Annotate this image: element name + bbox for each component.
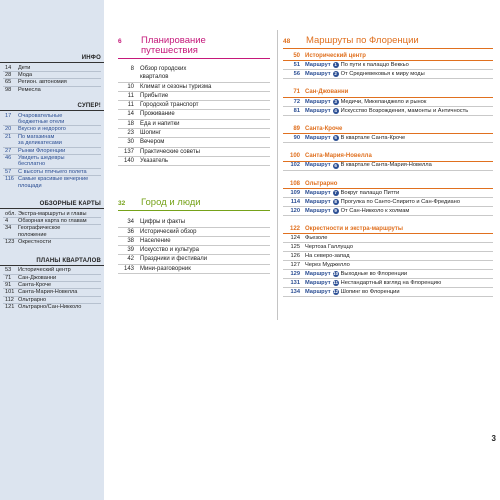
- sidebar-item-page: 14: [5, 64, 12, 71]
- city-item-page: 36: [127, 228, 134, 235]
- planning-item: [118, 120, 270, 129]
- sidebar-item: [0, 169, 104, 175]
- route-item-label: По пути к палаццо Веккьо: [340, 62, 409, 69]
- route-number-badge: 2: [334, 71, 337, 77]
- city-item-label: Искусство и культура: [140, 247, 199, 254]
- route-number-badge: 5: [334, 135, 337, 141]
- route-item-label: В квартале Санта-Кроче: [340, 135, 406, 142]
- city-item-page: 38: [127, 237, 134, 244]
- route-item-label: Выходные во Флоренции: [340, 271, 408, 278]
- route-item: [283, 134, 493, 143]
- sidebar-item: [0, 79, 104, 85]
- sidebar-item-page: 21: [5, 133, 12, 140]
- city-item-label: Праздники и фестивали: [140, 256, 208, 263]
- route-label: Маршрут: [305, 271, 331, 278]
- city-item-page: 39: [127, 247, 134, 254]
- route-item-page: 131: [290, 280, 300, 287]
- planning-item-label: Шопинг: [140, 130, 161, 137]
- route-group: [283, 52, 493, 79]
- route-number-badge: 1: [334, 62, 337, 68]
- sidebar-item-page: 65: [5, 79, 12, 86]
- route-group-title: Окрестности и экстра-маршруты: [305, 225, 403, 232]
- route-group-head: [283, 52, 493, 61]
- planning-item: [118, 138, 270, 147]
- sidebar-item: [0, 211, 104, 217]
- planning-item-page: 18: [127, 120, 134, 127]
- city-item-page: 143: [123, 265, 134, 272]
- route-number-badge: 6: [334, 162, 337, 168]
- route-item: [283, 107, 493, 116]
- city-item: [118, 228, 270, 237]
- route-label: Маршрут: [305, 162, 331, 169]
- planning-item-page: 23: [127, 130, 134, 137]
- column-divider: [277, 30, 278, 320]
- sidebar-item-label: Окрестности: [18, 239, 52, 246]
- sidebar-item: [0, 218, 104, 224]
- route-item-label: От Сан-Никколо к холмам: [340, 207, 410, 214]
- route-item: [283, 198, 493, 207]
- route-number-badge: 9: [334, 207, 337, 213]
- extra-item-label: Через Муджелло: [305, 262, 350, 269]
- planning-item: [118, 83, 270, 92]
- sidebar-item: [0, 148, 104, 154]
- route-item-label: Шопинг во Флоренции: [340, 289, 400, 296]
- sidebar-item-label: Увидеть шедевры: [18, 155, 65, 162]
- sidebar-content: [0, 55, 104, 311]
- sidebar-item-label: Очаровательные: [18, 112, 63, 119]
- sidebar-item-page: 116: [5, 176, 14, 183]
- sidebar-item-page: [0, 183, 18, 189]
- sidebar-item-page: 4: [5, 218, 9, 224]
- extra-item-label: Чертоза Галлуццо: [305, 244, 354, 251]
- route-number-badge: 11: [333, 280, 338, 286]
- route-item-page: 114: [290, 198, 300, 205]
- route-group-page: 108: [289, 180, 300, 187]
- route-group-page: 100: [289, 153, 300, 160]
- sidebar-item-label: бюджетные отели: [18, 119, 65, 126]
- sidebar-item-page: 46: [5, 155, 12, 162]
- sidebar-item: [0, 275, 104, 281]
- planning-item-page: 137: [123, 148, 134, 155]
- planning-item: [118, 73, 270, 82]
- planning-item: [118, 92, 270, 101]
- planning-item: [118, 65, 270, 73]
- planning-item-page: 30: [127, 139, 134, 146]
- route-group: [283, 125, 493, 143]
- planning-item-page: 140: [123, 157, 134, 164]
- sidebar-item-label: Ремесла: [18, 86, 41, 93]
- planning-title: Планирование путешествия: [141, 35, 206, 56]
- route-item-label: Прогулка по Санто-Спирито и Сан-Фредиано: [340, 198, 460, 205]
- sidebar-item: [0, 65, 104, 71]
- sidebar-item-label: Сан-Джованни: [18, 274, 57, 281]
- route-label: Маршрут: [305, 189, 331, 196]
- route-group: [283, 152, 493, 170]
- planning-item: [118, 110, 270, 119]
- route-item-label: Вокруг палаццо Питти: [340, 189, 400, 196]
- sidebar-item-label: площади: [18, 182, 42, 189]
- sidebar-item-label: С высоты птичьего полета: [18, 168, 87, 175]
- sidebar-item: [0, 183, 104, 189]
- route-item-page: 81: [293, 107, 300, 114]
- sidebar-item-label: Регион. автономия: [18, 79, 67, 86]
- sidebar-item: [0, 232, 104, 238]
- route-group-head: [283, 225, 493, 234]
- route-item-page: 51: [293, 62, 300, 69]
- planning-item-page: 14: [127, 111, 134, 118]
- extra-item: [283, 234, 493, 243]
- city-item: [118, 237, 270, 246]
- planning-item-page: 11: [127, 102, 134, 109]
- extra-item: [283, 243, 493, 252]
- extra-item-label: Фьезоле: [305, 235, 328, 242]
- sidebar-item-page: 123: [5, 239, 15, 246]
- planning-item-page: 10: [127, 83, 134, 90]
- sidebar-item-page: 17: [5, 112, 12, 119]
- sidebar-item-page: [0, 119, 18, 125]
- routes-page-number: 48: [283, 38, 291, 45]
- planning-item-page: [118, 74, 140, 80]
- route-number-badge: 8: [334, 198, 337, 204]
- sidebar-item: [0, 239, 104, 245]
- sidebar-item-label: Географическое: [18, 225, 61, 232]
- planning-item-label: Еда и напитки: [140, 120, 180, 127]
- sidebar-item-label: Рынки Флоренции: [18, 147, 66, 154]
- sidebar-item-page: 71: [5, 274, 12, 281]
- route-item-label: В квартале Санта-Мария-Новелла: [340, 162, 432, 169]
- planning-item-label: Практические советы: [140, 148, 200, 155]
- extra-item-page: 124: [290, 235, 300, 242]
- sidebar-item-label: Ольтрарно/Сан-Никколо: [18, 304, 82, 311]
- route-group-title: Санта-Мария-Новелла: [305, 153, 372, 160]
- sidebar-item-page: 112: [5, 296, 14, 303]
- route-item-page: 56: [293, 71, 300, 78]
- sidebar-item: [0, 140, 104, 146]
- sidebar-item: [0, 72, 104, 78]
- route-item: [283, 189, 493, 198]
- city-item-page: 42: [127, 256, 134, 263]
- routes-section: [283, 36, 493, 297]
- sidebar-item-page: 98: [5, 86, 12, 93]
- route-item: [283, 70, 493, 79]
- sidebar-item-page: [0, 161, 18, 167]
- routes-title: Маршруты по Флоренции: [306, 35, 419, 46]
- planning-item: [118, 148, 270, 157]
- city-item-label: Мини-разговорник: [140, 265, 191, 272]
- extra-item-page: 126: [290, 253, 300, 260]
- city-item: [118, 246, 270, 255]
- route-item-page: 102: [290, 162, 300, 169]
- route-label: Маршрут: [305, 98, 331, 105]
- sidebar-item-label: за деликатесами: [18, 140, 62, 147]
- route-label: Маршрут: [305, 207, 331, 214]
- sidebar-item-label: Вкусно и недорого: [18, 126, 66, 133]
- route-item-label: Медичи, Микеланджело и рынок: [340, 98, 427, 105]
- planning-item-label: Прибытие: [140, 92, 169, 99]
- sidebar-item-label: бесплатно: [18, 161, 46, 168]
- city-item-label: Население: [140, 237, 171, 244]
- route-group: [283, 88, 493, 115]
- city-item-label: Цифры и факты: [140, 219, 186, 226]
- route-item-label: Искусство Возрождения, мамонты и Античность: [340, 107, 469, 114]
- planning-item-page: 11: [127, 92, 134, 99]
- route-number-badge: 12: [333, 289, 339, 295]
- route-item-page: 90: [293, 135, 300, 142]
- route-number-badge: 4: [334, 107, 337, 113]
- sidebar-item-label: Экстра-маршруты и главы: [18, 210, 87, 217]
- sidebar-item: [0, 119, 104, 125]
- sidebar-item: [0, 297, 104, 303]
- extra-item-page: 127: [290, 262, 300, 269]
- sidebar-item: [0, 282, 104, 288]
- planning-item-label: Проживание: [140, 111, 175, 118]
- route-group-title: Санта-Кроче: [305, 125, 343, 132]
- sidebar-section-title: СУПЕР!: [0, 103, 104, 111]
- sidebar-item-page: [0, 140, 18, 146]
- route-group-head: [283, 125, 493, 134]
- sidebar-item-page: 121: [5, 304, 15, 311]
- sidebar-item-label: По магазинам: [18, 133, 55, 140]
- planning-item-label: Обзор городских: [140, 66, 187, 72]
- city-item: [118, 265, 270, 274]
- route-group-page: 122: [289, 225, 300, 232]
- route-item-label: Нестандартный взгляд на Флоренцию: [340, 280, 442, 287]
- planning-item-label: Вечером: [140, 139, 165, 146]
- city-title: Город и люди: [141, 197, 201, 209]
- route-group-head: [283, 88, 493, 97]
- sidebar-item-label: положение: [18, 231, 47, 238]
- sidebar-item-label: Санта-Кроче: [18, 281, 52, 288]
- sidebar-item-label: Ольтрарно: [18, 296, 47, 303]
- route-item: [283, 279, 493, 288]
- city-page-number: 32: [118, 200, 126, 208]
- sidebar-item: [0, 161, 104, 167]
- sidebar-item-label: Мода: [18, 71, 33, 78]
- route-label: Маршрут: [305, 280, 331, 287]
- sidebar-item: [0, 87, 104, 93]
- sidebar-section-title: ОБЗОРНЫЕ КАРТЫ: [0, 201, 104, 209]
- route-item: [283, 288, 493, 297]
- sidebar-item-page: 28: [5, 71, 12, 78]
- sidebar-item-label: Обзорная карта по главам: [18, 218, 87, 224]
- planning-item-label: Городской транспорт: [140, 102, 199, 109]
- extra-item-page: 125: [290, 244, 300, 251]
- route-item: [283, 61, 493, 70]
- sidebar-item-label: Исторический центр: [18, 267, 71, 274]
- sidebar-item-label: Самые красивые вечерние: [18, 176, 89, 183]
- sidebar-item-page: 27: [5, 147, 12, 154]
- sidebar-item: [0, 267, 104, 273]
- route-item: [283, 270, 493, 279]
- route-group-page: 89: [293, 125, 300, 132]
- planning-item-page: 8: [130, 66, 134, 72]
- city-item: [118, 255, 270, 264]
- planning-item: [118, 129, 270, 138]
- planning-item-label: кварталов: [140, 74, 169, 81]
- route-item-page: 72: [293, 98, 300, 105]
- extra-item: [283, 252, 493, 261]
- route-group-page: 50: [293, 53, 300, 59]
- route-group-extra: [283, 225, 493, 297]
- extra-item-label: На северо-запад: [305, 253, 350, 260]
- route-number-badge: 10: [333, 271, 339, 277]
- route-item-page: 109: [290, 189, 300, 196]
- city-item-page: 34: [127, 219, 134, 226]
- planning-item-label: Климат и сезоны туризма: [140, 83, 212, 90]
- route-group-head: [283, 152, 493, 161]
- sidebar-item-page: 20: [5, 126, 12, 133]
- planning-section: [118, 36, 270, 274]
- sidebar-item-page: 57: [5, 168, 12, 175]
- route-label: Маршрут: [305, 289, 331, 296]
- route-group-title: Исторический центр: [305, 53, 366, 59]
- planning-item-label: Указатель: [140, 157, 168, 164]
- route-label: Маршрут: [305, 135, 331, 142]
- sidebar-item-page: 91: [5, 281, 12, 288]
- sidebar-item-label: Дети: [18, 64, 31, 71]
- sidebar-section-title: ПЛАНЫ КВАРТАЛОВ: [0, 258, 104, 266]
- route-group-title: Ольтрарно: [305, 180, 338, 187]
- sidebar-item-page: 53: [5, 267, 12, 274]
- route-label: Маршрут: [305, 107, 331, 114]
- route-group-title: Сан-Джованни: [305, 89, 349, 96]
- planning-page-number: 6: [118, 38, 122, 45]
- route-item-page: 134: [290, 289, 300, 296]
- route-group-page: 71: [293, 89, 300, 96]
- route-label: Маршрут: [305, 198, 331, 205]
- city-item-label: Исторический обзор: [140, 228, 197, 235]
- planning-item: [118, 157, 270, 166]
- city-item: [118, 218, 270, 227]
- sidebar-item-page: обл.: [5, 210, 16, 217]
- sidebar-item: [0, 289, 104, 295]
- sidebar-item: [0, 126, 104, 132]
- page-number: 3: [491, 434, 496, 443]
- planning-item: [118, 101, 270, 110]
- route-number-badge: 3: [334, 98, 337, 104]
- sidebar-section-title: ИНФО: [0, 55, 104, 63]
- route-item: [283, 207, 493, 216]
- sidebar-item-page: [0, 232, 18, 238]
- route-group: [283, 180, 493, 216]
- sidebar-item: [0, 304, 104, 310]
- route-number-badge: 7: [334, 189, 337, 195]
- route-item: [283, 98, 493, 107]
- sidebar-item-page: 34: [5, 225, 12, 232]
- route-item-label: От Средневековья к миру моды: [340, 71, 425, 78]
- route-item: [283, 162, 493, 171]
- route-label: Маршрут: [305, 62, 331, 69]
- sidebar-item-label: Санта-Мария-Новелла: [18, 289, 78, 296]
- route-label: Маршрут: [305, 71, 331, 78]
- route-item-page: 129: [290, 271, 300, 278]
- sidebar-item-page: 101: [5, 289, 15, 296]
- extra-item: [283, 261, 493, 270]
- route-item-page: 120: [290, 207, 300, 214]
- route-group-head: [283, 180, 493, 189]
